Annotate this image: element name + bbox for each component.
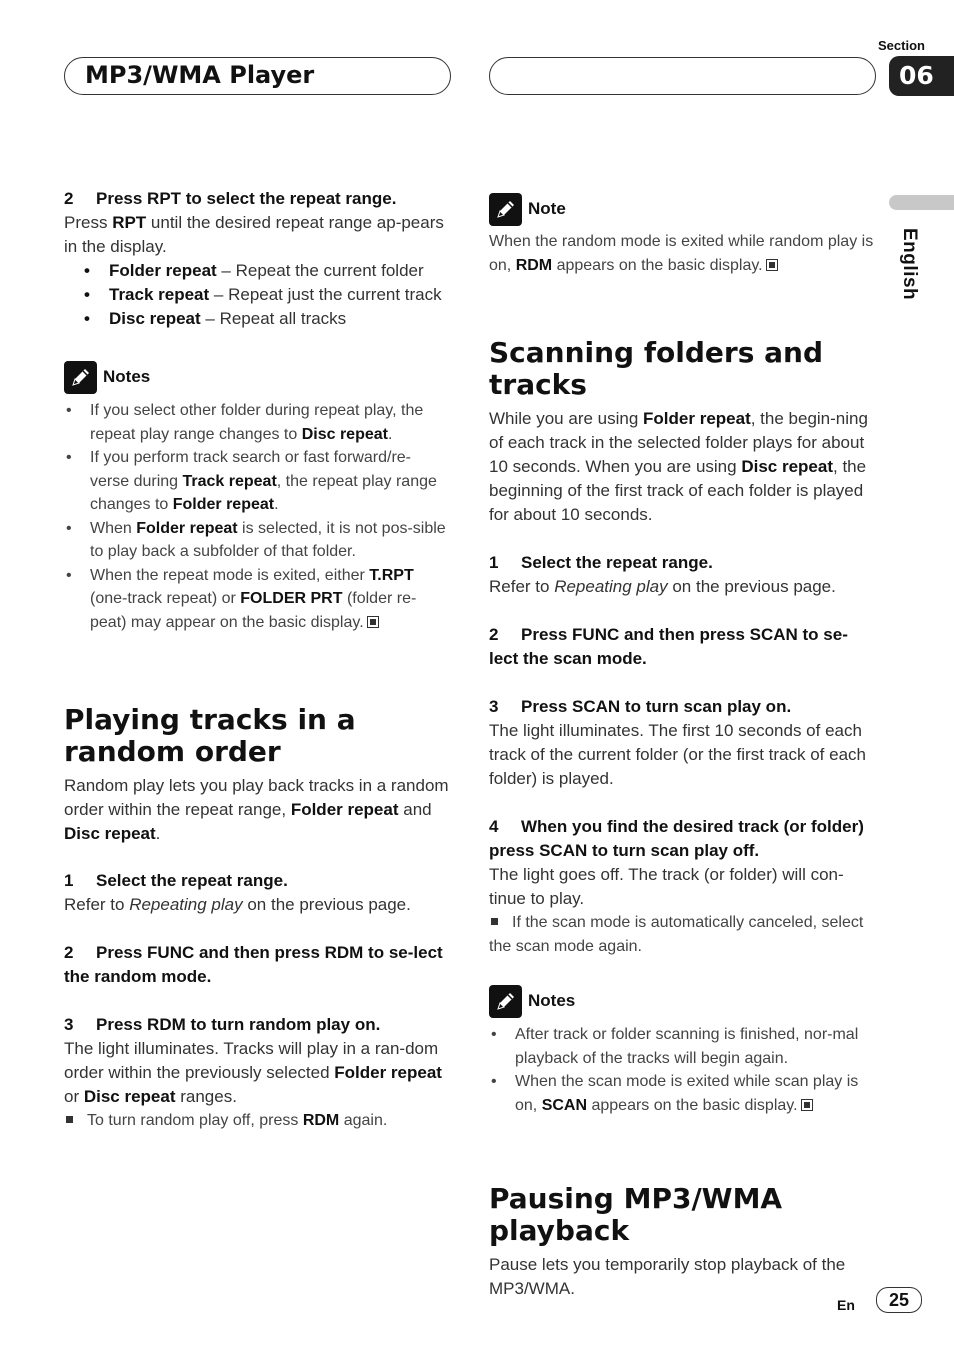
scan-step-1-heading: 1 Select the repeat range. bbox=[489, 553, 713, 572]
footer-language: En bbox=[837, 1297, 855, 1313]
list-item: • Folder repeat – Repeat the current folder bbox=[64, 259, 449, 283]
note-item: • If you perform track search or fast forward/re-verse during Track repeat, the repeat play range changes to Folder repeat. bbox=[64, 446, 449, 517]
note-item: • When the repeat mode is exited, either T.RPT (one-track repeat) or FOLDER PRT (folder re-peat) may appear on the basic display. bbox=[64, 564, 449, 635]
repeat-options-list bbox=[64, 259, 449, 331]
tip-square-icon bbox=[66, 1116, 73, 1123]
tip-square-icon bbox=[491, 918, 498, 925]
pencil-note-icon bbox=[489, 985, 522, 1018]
notes-title: Notes bbox=[103, 367, 151, 386]
scan-step-4-text: The light goes off. The track (or folder) will con-tinue to play. bbox=[489, 865, 844, 908]
random-section-heading: Playing tracks in a random order bbox=[64, 703, 356, 768]
random-tip: To turn random play off, press RDM again. bbox=[64, 1109, 449, 1133]
side-tab-marker bbox=[889, 195, 954, 210]
scan-intro: While you are using Folder repeat, the begin-ning of each track in the selected folder plays for about 10 seconds. When you are using Disc repeat, the beginning of the first track of each folder is played for about 10 seconds. bbox=[489, 409, 868, 524]
end-mark-icon bbox=[367, 616, 379, 628]
scan-step-1-text: Refer to Repeating play on the previous page. bbox=[489, 577, 836, 596]
end-mark-icon bbox=[801, 1099, 813, 1111]
scan-section-heading: Scanning folders and tracks bbox=[489, 336, 823, 401]
random-step-1-text: Refer to Repeating play on the previous page. bbox=[64, 895, 411, 914]
page-number: 25 bbox=[876, 1287, 922, 1313]
random-step-3-text: The light illuminates. Tracks will play in a ran-dom order within the previously selected Folder repeat or Disc repeat ranges. bbox=[64, 1039, 442, 1106]
pencil-note-icon bbox=[489, 193, 522, 226]
step-2-text: Press RPT until the desired repeat range ap-pears in the display. bbox=[64, 213, 444, 256]
left-column bbox=[64, 187, 449, 1133]
pencil-note-icon bbox=[64, 361, 97, 394]
note-text: When the random mode is exited while random play is on, RDM appears on the basic display. bbox=[489, 233, 874, 274]
random-step-2-heading: 2 Press FUNC and then press RDM to se-lect the random mode. bbox=[64, 943, 443, 986]
scan-step-4-heading: 4 When you find the desired track (or folder) press SCAN to turn scan play off. bbox=[489, 817, 864, 860]
scan-step-3-text: The light illuminates. The first 10 seconds of each track of the current folder (or the first track of each folder) is played. bbox=[489, 721, 866, 788]
note-item: • When the scan mode is exited while scan play is on, SCAN appears on the basic display. bbox=[489, 1070, 874, 1117]
section-label: Section bbox=[878, 38, 925, 53]
note-item: • When Folder repeat is selected, it is not pos-sible to play back a subfolder of that folder. bbox=[64, 517, 449, 564]
list-item: • Track repeat – Repeat just the current track bbox=[64, 283, 449, 307]
right-column bbox=[489, 192, 874, 1301]
note-item: • After track or folder scanning is finished, nor-mal playback of the tracks will begin again. bbox=[489, 1023, 874, 1070]
pause-text: Pause lets you temporarily stop playback of the MP3/WMA. bbox=[489, 1255, 846, 1298]
scan-tip: If the scan mode is automatically canceled, select the scan mode again. bbox=[489, 914, 864, 955]
step-2-heading: 2 Press RPT to select the repeat range. bbox=[64, 189, 397, 208]
random-step-3-heading: 3 Press RDM to turn random play on. bbox=[64, 1015, 381, 1034]
note-title: Note bbox=[528, 199, 566, 218]
page-title: MP3/WMA Player bbox=[85, 61, 315, 89]
random-step-1-heading: 1 Select the repeat range. bbox=[64, 871, 288, 890]
scan-notes-title: Notes bbox=[528, 991, 576, 1010]
note-item: • If you select other folder during repeat play, the repeat play range changes to Disc repeat. bbox=[64, 399, 449, 446]
header-title-frame bbox=[64, 57, 451, 95]
scan-notes-header bbox=[489, 984, 874, 1018]
scan-step-3-heading: 3 Press SCAN to turn scan play on. bbox=[489, 697, 792, 716]
scan-notes-list bbox=[489, 1023, 874, 1117]
section-number: 06 bbox=[889, 56, 954, 96]
notes-header bbox=[64, 360, 449, 394]
scan-step-2-heading: 2 Press FUNC and then press SCAN to se-lect the scan mode. bbox=[489, 625, 848, 668]
note-header bbox=[489, 192, 874, 226]
list-item: • Disc repeat – Repeat all tracks bbox=[64, 307, 449, 331]
pause-section-heading: Pausing MP3/WMA playback bbox=[489, 1182, 783, 1247]
notes-list bbox=[64, 399, 449, 634]
side-language-label: English bbox=[899, 228, 920, 301]
header-blank-frame bbox=[489, 57, 876, 95]
end-mark-icon bbox=[766, 259, 778, 271]
random-intro: Random play lets you play back tracks in a random order within the repeat range, Folder repeat and Disc repeat. bbox=[64, 776, 449, 843]
